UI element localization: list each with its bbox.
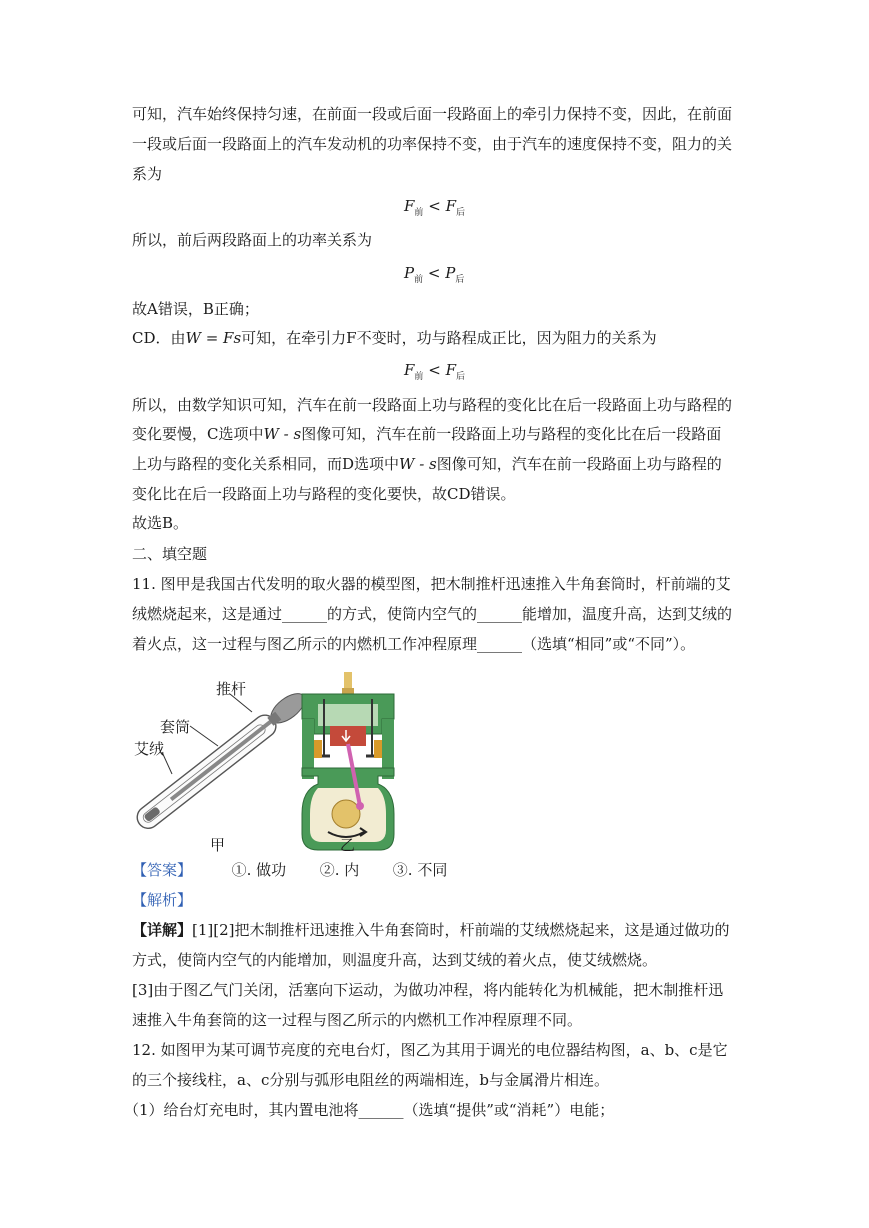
detail-line: 速推入牛角套筒的这一过程与图乙所示的内燃机工作冲程原理不同。 (132, 1011, 583, 1029)
label-moxa: 艾绒 (134, 740, 165, 758)
text-line: 故A错误，B正确； (132, 300, 259, 318)
text-line: 一段或后面一段路面上的汽车发动机的功率保持不变，由于汽车的速度保持不变，阻力的关 (132, 135, 733, 153)
label-sleeve: 套筒 (160, 718, 191, 736)
text-line-cd: CD．由W = Fs可知，在牵引力F不变时，功与路程成正比，因为阻力的关系为 (132, 329, 657, 347)
fire-piston-drawing (133, 687, 310, 832)
equation-power: $P_前 < P_后$ (404, 264, 465, 285)
detail-line: [3]由于图乙气门关闭，活塞向下运动，为做功冲程，将内能转化为机械能，把木制推杆迅 (132, 981, 724, 999)
caption-jia: 甲 (210, 836, 226, 854)
text-line-ws1: 变化要慢，C选项中W - s图像可知，汽车在前一段路面上功与路程的变化比在后一段路面 (132, 425, 722, 443)
text-line: 变化比在后一段路面上功与路程的变化要快，故CD错误。 (132, 485, 516, 503)
engine-drawing (302, 672, 394, 850)
question-11-line: 着火点，这一过程与图乙所示的内燃机工作冲程原理______（选填“相同”或“不同”）。 (132, 635, 696, 653)
question-11-line: 11. 图甲是我国古代发明的取火器的模型图，把木制推杆迅速推入牛角套筒时，杆前端的艾 (132, 575, 731, 593)
equation-force-2: $F_前 < F_后$ (404, 361, 466, 382)
detail-line: 【详解】[1][2]把木制推杆迅速推入牛角套筒时，杆前端的艾绒燃烧起来，这是通过做功的 (132, 921, 730, 939)
analysis-tag: 【解析】 (132, 891, 193, 909)
text-line-ws2: 上功与路程的变化关系相同，而D选项中W - s图像可知，汽车在前一段路面上功与路程的 (132, 455, 722, 473)
answer-1: ①. 做功 (231, 861, 287, 879)
text-line: 故选B。 (132, 514, 189, 532)
question-11-figure (132, 664, 462, 854)
question-12-line: 的三个接线柱，a、c分别与弧形电阻丝的两端相连，b与金属滑片相连。 (132, 1071, 609, 1089)
answer-line (132, 860, 447, 880)
question-11-line: 绒燃烧起来，这是通过______的方式，使筒内空气的______能增加，温度升高，达到艾绒的 (132, 605, 733, 623)
section-heading: 二、填空题 (132, 545, 208, 563)
caption-yi: 乙 (340, 836, 356, 854)
answer-2: ②. 内 (319, 861, 360, 879)
text-line: 系为 (132, 165, 163, 183)
fire-piston-and-engine-illustration (132, 664, 462, 854)
text-line: 所以，前后两段路面上的功率关系为 (132, 231, 373, 249)
label-pusher: 推杆 (216, 680, 247, 698)
equation-force: $F_前 < F_后$ (404, 197, 466, 218)
text-line: 可知，汽车始终保持匀速，在前面一段或后面一段路面上的牵引力保持不变，因此，在前面 (132, 105, 733, 123)
text-line: 所以，由数学知识可知，汽车在前一段路面上功与路程的变化比在后一段路面上功与路程的 (132, 396, 733, 414)
question-12-line: （1）给台灯充电时，其内置电池将______（选填“提供”或“消耗”）电能； (124, 1101, 615, 1119)
question-12-line: 12. 如图甲为某可调节亮度的充电台灯，图乙为其用于调光的电位器结构图，a、b、c是它 (132, 1041, 728, 1059)
detail-line: 方式，使筒内空气的内能增加，则温度升高，达到艾绒的着火点，使艾绒燃烧。 (132, 951, 658, 969)
answer-tag: 【答案】 (132, 861, 193, 879)
formula-w-fs: W = Fs (185, 329, 242, 347)
answer-3: ③. 不同 (392, 861, 448, 879)
detail-tag: 【详解】 (132, 921, 193, 939)
